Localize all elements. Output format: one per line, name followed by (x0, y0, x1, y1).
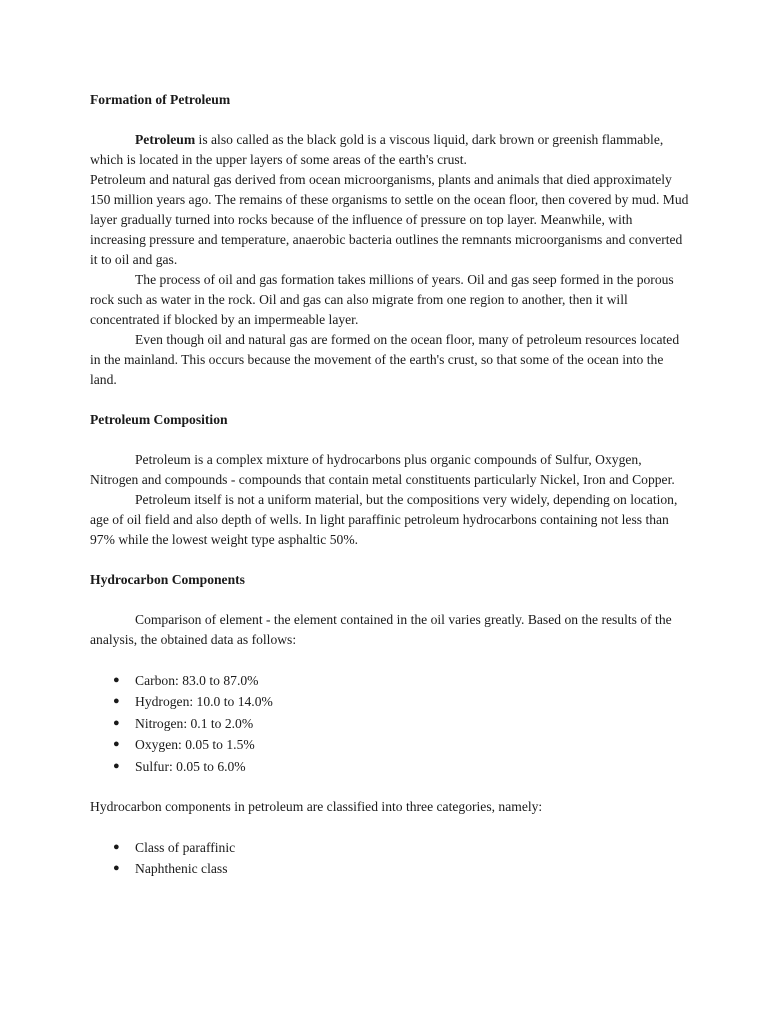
spacer (90, 777, 690, 797)
paragraph-petroleum-definition (90, 130, 690, 170)
bullet-icon: ● (113, 695, 120, 708)
bullet-icon: ● (113, 862, 120, 875)
paragraph-text: is also called as the black gold is a viscous liquid, dark brown or greenish flammable, which is located in the upper layers of some areas of the earth's crust. (90, 132, 664, 167)
spacer (90, 430, 690, 450)
list-item-text: Sulfur: 0.05 to 6.0% (135, 758, 246, 774)
list-item-text: Carbon: 83.0 to 87.0% (135, 673, 259, 688)
document-page (90, 90, 690, 880)
spacer (90, 590, 690, 610)
list-item (90, 858, 690, 879)
bold-term-petroleum: Petroleum (135, 132, 196, 147)
paragraph-formation-process: The process of oil and gas formation takes millions of years. Oil and gas seep formed in the porous rock such as water in the rock. Oil and gas can also migrate from one region to another, then it will concentrated if blocked by an impermeable layer. (90, 272, 674, 327)
bullet-icon: ● (113, 738, 120, 751)
bullet-icon: ● (113, 716, 120, 729)
list-item (90, 713, 690, 734)
list-item (90, 691, 690, 712)
heading-petroleum-composition: Petroleum Composition (90, 412, 228, 427)
paragraph-categories-intro: Hydrocarbon components in petroleum are classified into three categories, namely: (90, 798, 543, 814)
spacer (90, 650, 690, 670)
spacer (90, 550, 690, 570)
list-item (90, 734, 690, 755)
bullet-icon: ● (113, 759, 120, 772)
list-item (90, 837, 690, 858)
list-item-text: Oxygen: 0.05 to 1.5% (135, 737, 255, 753)
spacer (90, 817, 690, 837)
list-item-text: Hydrogen: 10.0 to 14.0% (135, 694, 273, 710)
spacer (90, 110, 690, 130)
list-item-text: Class of paraffinic (135, 839, 236, 855)
heading-formation-of-petroleum: Formation of Petroleum (90, 92, 231, 107)
paragraph-composition-variation: Petroleum itself is not a uniform material, but the compositions very widely, depending on location, age of oil field and also depth of wells. In light paraffinic petroleum hydrocarbons containing not less than 97% while the lowest weight type asphaltic 50%. (90, 492, 678, 547)
bullet-icon: ● (113, 840, 120, 853)
element-list (90, 670, 690, 777)
category-list (90, 837, 690, 880)
spacer (90, 390, 690, 410)
list-item-text: Naphthenic class (135, 861, 228, 877)
paragraph-mainland-resources: Even though oil and natural gas are formed on the ocean floor, many of petroleum resources located in the mainland. This occurs because the movement of the earth's crust, so that some of the ocean into the land. (90, 332, 680, 387)
paragraph-element-comparison: Comparison of element - the element contained in the oil varies greatly. Based on the results of the analysis, the obtained data as follows: (90, 612, 672, 647)
paragraph-origin: Petroleum and natural gas derived from ocean microorganisms, plants and animals that died approximately 150 million years ago. The remains of these organisms to settle on the ocean floor, then covered by mud. Mud layer gradually turned into rocks because of the influence of pressure on top layer. Meanwhile, with increasing pressure and temperature, anaerobic bacteria outlines the remnants microorganisms and converted it to oil and gas. (90, 172, 689, 267)
list-item (90, 756, 690, 777)
list-item-text: Nitrogen: 0.1 to 2.0% (135, 715, 254, 731)
heading-hydrocarbon-components: Hydrocarbon Components (90, 572, 245, 587)
list-item (90, 670, 690, 691)
bullet-icon: ● (113, 674, 120, 686)
paragraph-complex-mixture: Petroleum is a complex mixture of hydrocarbons plus organic compounds of Sulfur, Oxygen, Nitrogen and compounds - compounds that contain metal constituents particularly Nickel, Iron and Copper. (90, 452, 675, 487)
